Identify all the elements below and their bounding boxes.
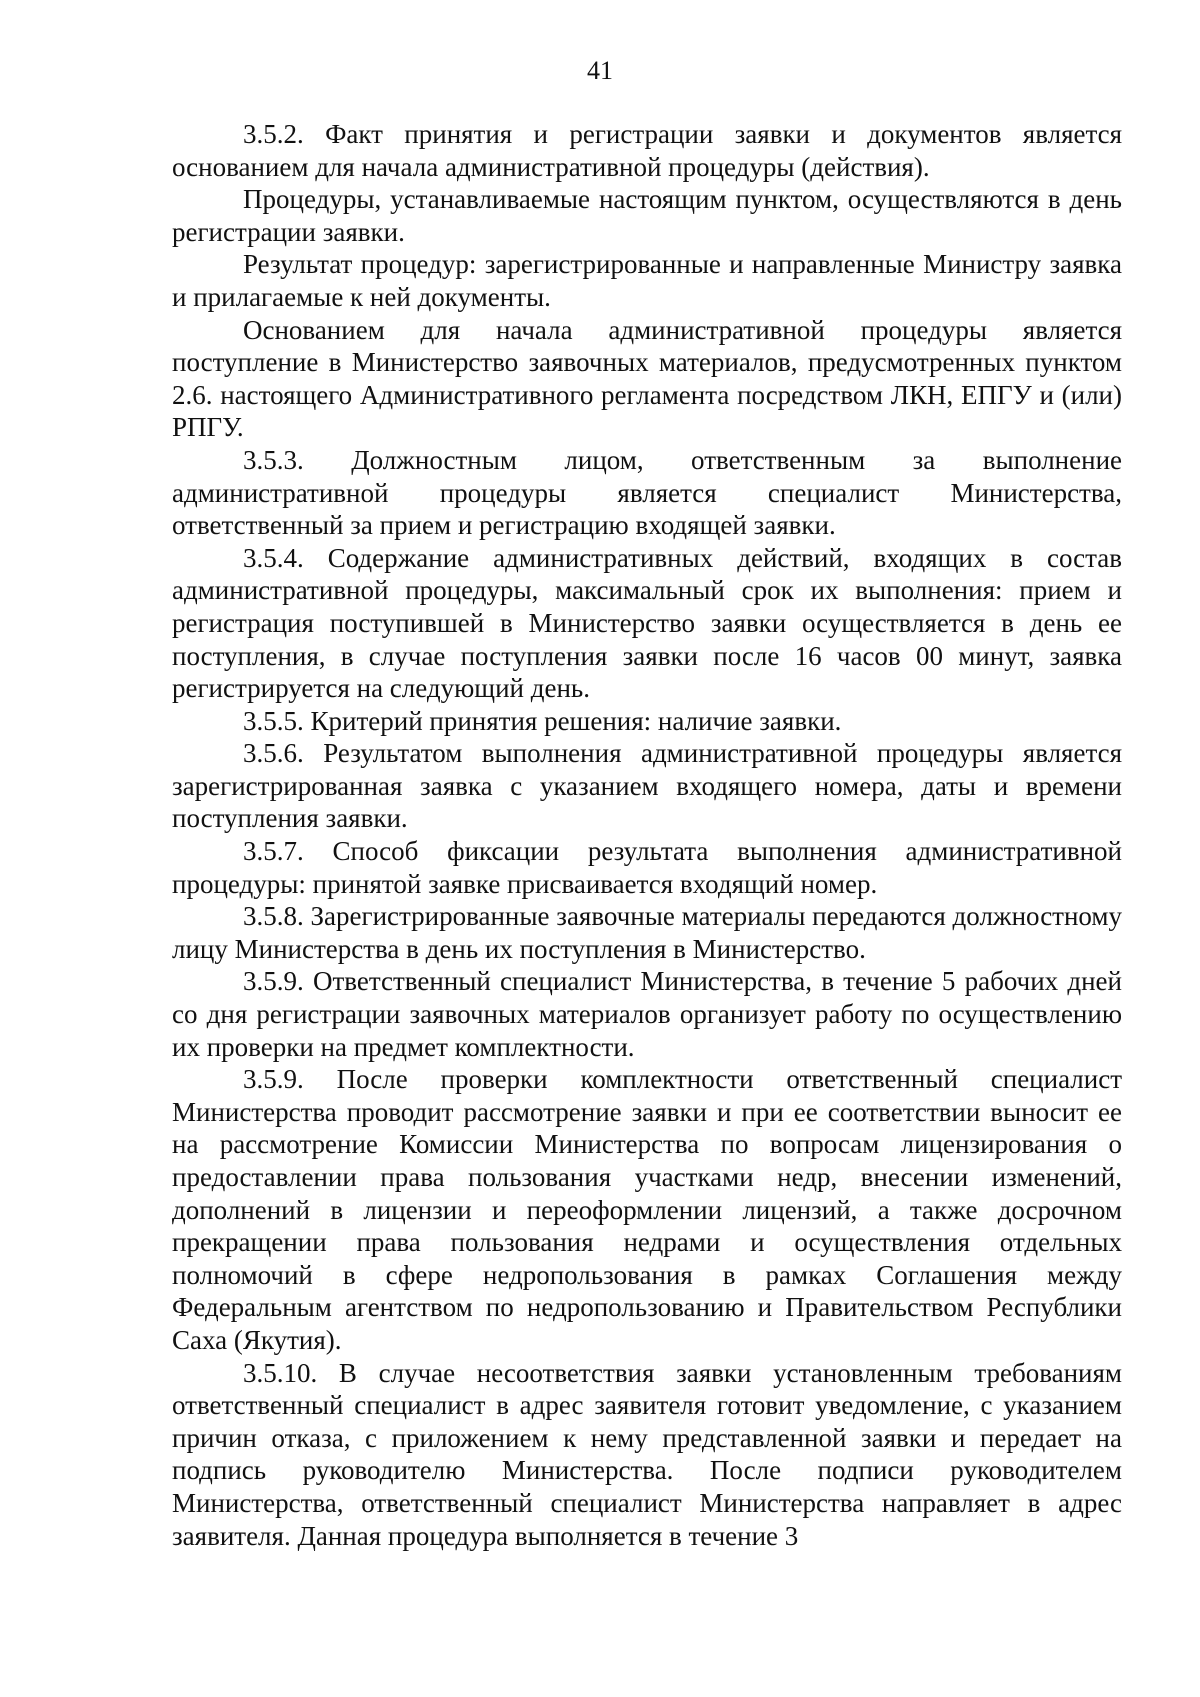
paragraph-3-5-9-first: 3.5.9. Ответственный специалист Министерства, в течение 5 рабочих дней со дня регистрации заявочных материалов организует работу по осуществлению их проверки на предмет комплектности. [172, 966, 1122, 1062]
paragraph-3-5-2: 3.5.2. Факт принятия и регистрации заявки и документов является основанием для начала административной процедуры (действия). [172, 119, 1122, 182]
paragraph-3-5-4: 3.5.4. Содержание административных действий, входящих в состав административной процедуры, максимальный срок их выполнения: прием и регистрация поступившей в Министерство заявки осуществляется в день ее поступления, в случае поступления заявки после 16 часов 00 минут, заявка регистрируется на следующий день. [172, 542, 1122, 704]
paragraph-3-5-7: 3.5.7. Способ фиксации результата выполнения административной процедуры: принятой заявке присваивается входящий номер. [172, 836, 1122, 899]
paragraph-3-5-9-second: 3.5.9. После проверки комплектности ответственный специалист Министерства проводит рассмотрение заявки и при ее соответствии выносит ее на рассмотрение Комиссии Министерства по вопросам лицензирования о предоставлении права пользования участками недр, внесении изменений, дополнений в лицензии и переоформлении лицензий, а также досрочном прекращении права пользования недрами и осуществления отдельных полномочий в сфере недропользования в рамках Соглашения между Федеральным агентством по недропользованию и Правительством Республики Саха (Якутия). [172, 1064, 1122, 1355]
paragraph-3-5-6: 3.5.6. Результатом выполнения административной процедуры является зарегистрированная заявка с указанием входящего номера, даты и времени поступления заявки. [172, 738, 1122, 834]
paragraph-3-5-5: 3.5.5. Критерий принятия решения: наличие заявки. [243, 705, 842, 736]
paragraph-procedures-day: Процедуры, устанавливаемые настоящим пунктом, осуществляются в день регистрации заявки. [172, 184, 1122, 247]
paragraph-3-5-3: 3.5.3. Должностным лицом, ответственным за выполнение административной процедуры является специалист Министерства, ответственный за прием и регистрацию входящей заявки. [172, 444, 1122, 541]
page-number: 41 [587, 56, 613, 85]
paragraph-procedure-result: Результат процедур: зарегистрированные и направленные Министру заявка и прилагаемые к ней документы. [172, 249, 1122, 312]
document-body [172, 118, 1122, 1552]
paragraph-3-5-8: 3.5.8. Зарегистрированные заявочные материалы передаются должностному лицу Министерства в день их поступления в Министерство. [172, 901, 1122, 964]
paragraph-procedure-basis: Основанием для начала административной процедуры является поступление в Министерство заявочных материалов, предусмотренных пунктом 2.6. настоящего Административного регламента посредством ЛКН, ЕПГУ и (или) РПГУ. [172, 314, 1122, 443]
paragraph-3-5-10: 3.5.10. В случае несоответствия заявки установленным требованиям ответственный специалист в адрес заявителя готовит уведомление, с указанием причин отказа, с приложением к нему представленной заявки и передает на подпись руководителю Министерства. После подписи руководителем Министерства, ответственный специалист Министерства направляет в адрес заявителя. Данная процедура выполняется в течение 3 [172, 1357, 1122, 1551]
